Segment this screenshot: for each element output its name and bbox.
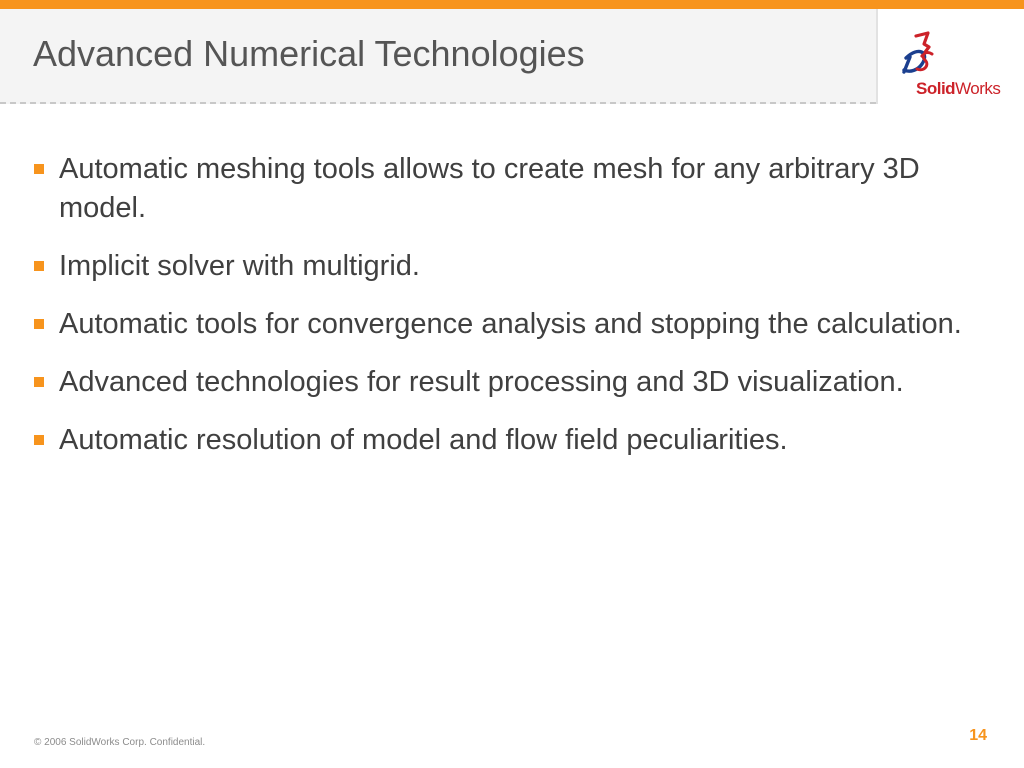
bullet-text: Automatic resolution of model and flow field peculiarities. (59, 424, 788, 456)
bullet-list (34, 150, 964, 479)
top-accent-bar (0, 0, 1024, 9)
bullet-marker-icon (34, 319, 44, 329)
bullet-item (34, 150, 964, 228)
logo-word-regular: Works (955, 79, 1001, 98)
bullet-item (34, 421, 964, 460)
header-divider (876, 9, 878, 104)
bullet-marker-icon (34, 261, 44, 271)
logo-word-bold: Solid (916, 79, 956, 98)
bullet-text: Automatic meshing tools allows to create mesh for any arbitrary 3D model. (59, 153, 920, 224)
bullet-item (34, 247, 964, 286)
bullet-text: Implicit solver with multigrid. (59, 250, 420, 282)
bullet-marker-icon (34, 435, 44, 445)
bullet-text: Advanced technologies for result processing and 3D visualization. (59, 366, 904, 398)
bullet-item (34, 363, 964, 402)
slide-title: Advanced Numerical Technologies (33, 33, 585, 74)
logo-wordmark (916, 80, 1000, 97)
bullet-text: Automatic tools for convergence analysis and stopping the calculation. (59, 308, 962, 340)
bullet-marker-icon (34, 377, 44, 387)
page-number: 14 (969, 727, 987, 744)
bullet-marker-icon (34, 164, 44, 174)
footer-copyright: © 2006 SolidWorks Corp. Confidential. (34, 737, 206, 748)
bullet-item (34, 305, 964, 344)
